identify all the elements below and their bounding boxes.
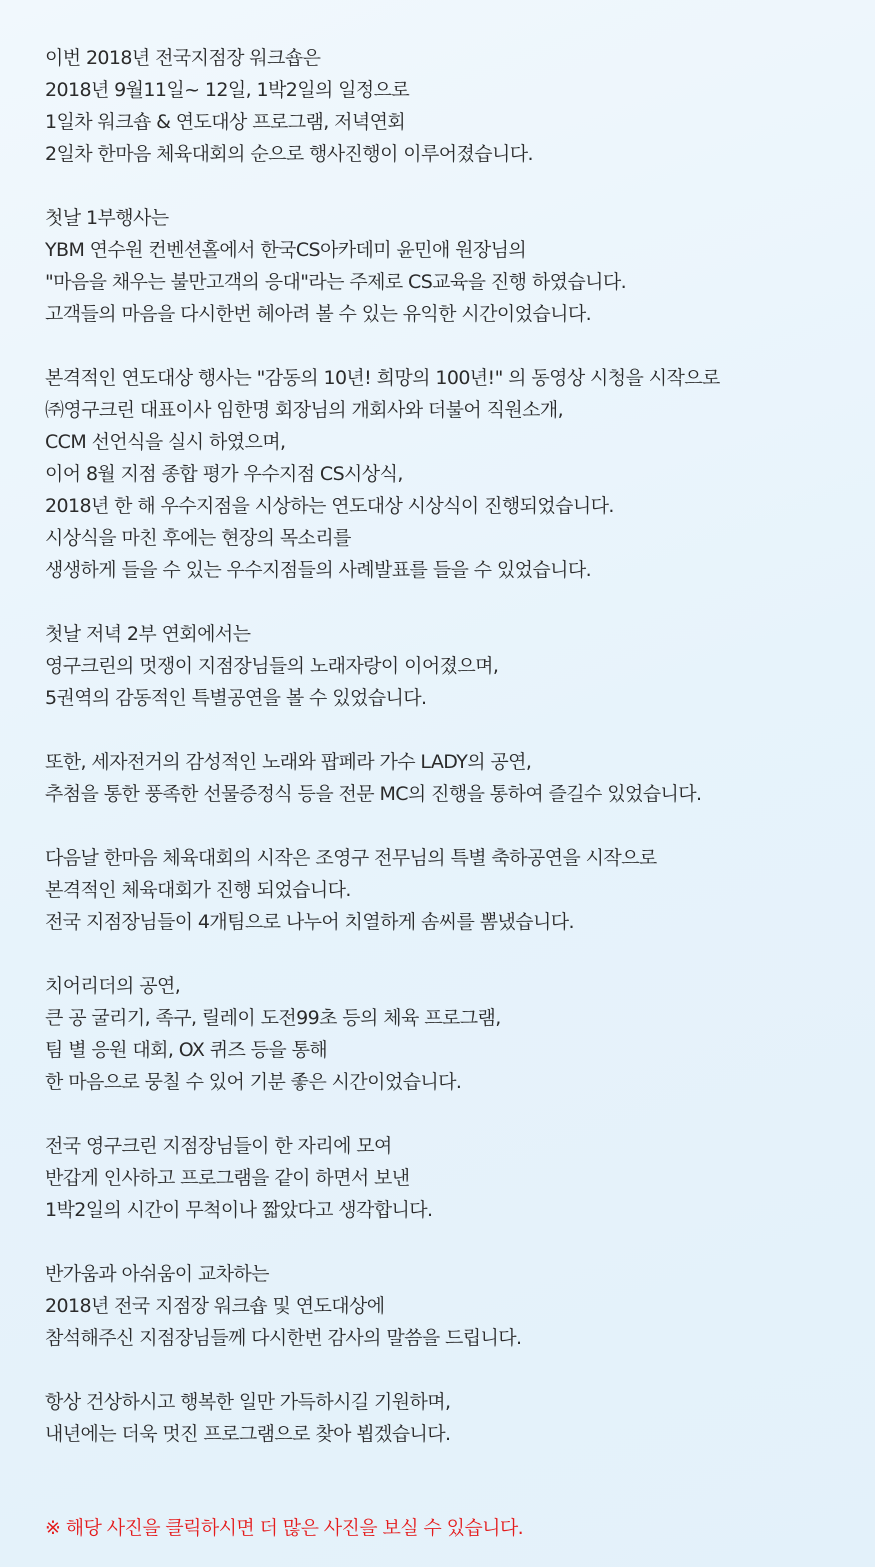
text-line: 전국 영구크린 지점장님들이 한 자리에 모여 <box>45 1135 392 1157</box>
paragraph-programs <box>45 970 845 1098</box>
paragraph-closing <box>45 1386 845 1450</box>
text-line: 이어 8월 지점 종합 평가 우수지점 CS시상식, <box>45 463 403 485</box>
text-line: 1박2일의 시간이 무척이나 짧았다고 생각합니다. <box>45 1199 433 1221</box>
text-line: 2일차 한마음 체육대회의 순으로 행사진행이 이루어졌습니다. <box>45 143 533 165</box>
text-line: CCM 선언식을 실시 하였으며, <box>45 431 286 453</box>
text-line: 반가움과 아쉬움이 교차하는 <box>45 1263 269 1285</box>
paragraph-sports-day <box>45 842 845 938</box>
text-line: 1일차 워크숍 & 연도대상 프로그램, 저녁연회 <box>45 111 406 133</box>
text-line: 한 마음으로 뭉칠 수 있어 기분 좋은 시간이었습니다. <box>45 1071 462 1093</box>
text-line: 첫날 저녁 2부 연회에서는 <box>45 623 251 645</box>
photo-notice: ※ 해당 사진을 클릭하시면 더 많은 사진을 보실 수 있습니다. <box>45 1517 524 1539</box>
text-line: 반갑게 인사하고 프로그램을 같이 하면서 보낸 <box>45 1167 410 1189</box>
text-line: 항상 건상하시고 행복한 일만 가득하시길 기원하며, <box>45 1391 451 1413</box>
text-line: 팀 별 응원 대회, OX 퀴즈 등을 통해 <box>45 1039 328 1061</box>
text-line: YBM 연수원 컨벤션홀에서 한국CS아카데미 윤민애 원장님의 <box>45 239 527 261</box>
text-line: 2018년 한 해 우수지점을 시상하는 연도대상 시상식이 진행되었습니다. <box>45 495 614 517</box>
text-line: 내년에는 더욱 멋진 프로그램으로 찾아 뵙겠습니다. <box>45 1423 451 1445</box>
paragraph-intro <box>45 42 845 170</box>
text-line: "마음을 채우는 불만고객의 응대"라는 주제로 CS교육을 진행 하였습니다. <box>45 271 627 293</box>
text-line: 또한, 세자전거의 감성적인 노래와 팝페라 가수 LADY의 공연, <box>45 751 532 773</box>
text-line: 다음날 한마음 체육대회의 시작은 조영구 전무님의 특별 축하공연을 시작으로 <box>45 847 657 869</box>
paragraph-evening-banquet <box>45 618 845 714</box>
paragraph-performances <box>45 746 845 810</box>
text-line: 시상식을 마친 후에는 현장의 목소리를 <box>45 527 351 549</box>
text-line: 고객들의 마음을 다시한번 헤아려 볼 수 있는 유익한 시간이었습니다. <box>45 303 592 325</box>
text-line: ㈜영구크린 대표이사 임한명 회장님의 개회사와 더불어 직원소개, <box>45 399 564 421</box>
text-line: 첫날 1부행사는 <box>45 207 169 229</box>
text-line: 치어리더의 공연, <box>45 975 181 997</box>
text-line: 큰 공 굴리기, 족구, 릴레이 도전99초 등의 체육 프로그램, <box>45 1007 501 1029</box>
paragraph-reflection <box>45 1130 845 1226</box>
text-line: 5권역의 감동적인 특별공연을 볼 수 있었습니다. <box>45 687 427 709</box>
text-line: 이번 2018년 전국지점장 워크숍은 <box>45 47 321 69</box>
text-line: 생생하게 들을 수 있는 우수지점들의 사례발표를 들을 수 있었습니다. <box>45 559 592 581</box>
text-line: 추첨을 통한 풍족한 선물증정식 등을 전문 MC의 진행을 통하여 즐길수 있었습니다. <box>45 783 702 805</box>
text-line: 전국 지점장님들이 4개팀으로 나누어 치열하게 솜씨를 뽐냈습니다. <box>45 911 574 933</box>
text-line: 2018년 9월11일~ 12일, 1박2일의 일정으로 <box>45 79 410 101</box>
paragraph-awards <box>45 362 845 586</box>
paragraph-day1-part1 <box>45 202 845 330</box>
text-line: 2018년 전국 지점장 워크숍 및 연도대상에 <box>45 1295 385 1317</box>
paragraph-thanks <box>45 1258 845 1354</box>
text-line: 본격적인 연도대상 행사는 "감동의 10년! 희망의 100년!" 의 동영상 시청을 시작으로 <box>45 367 720 389</box>
text-line: 본격적인 체육대회가 진행 되었습니다. <box>45 879 351 901</box>
text-line: 참석해주신 지점장님들께 다시한번 감사의 말씀을 드립니다. <box>45 1327 522 1349</box>
text-line: 영구크린의 멋쟁이 지점장님들의 노래자랑이 이어졌으며, <box>45 655 499 677</box>
